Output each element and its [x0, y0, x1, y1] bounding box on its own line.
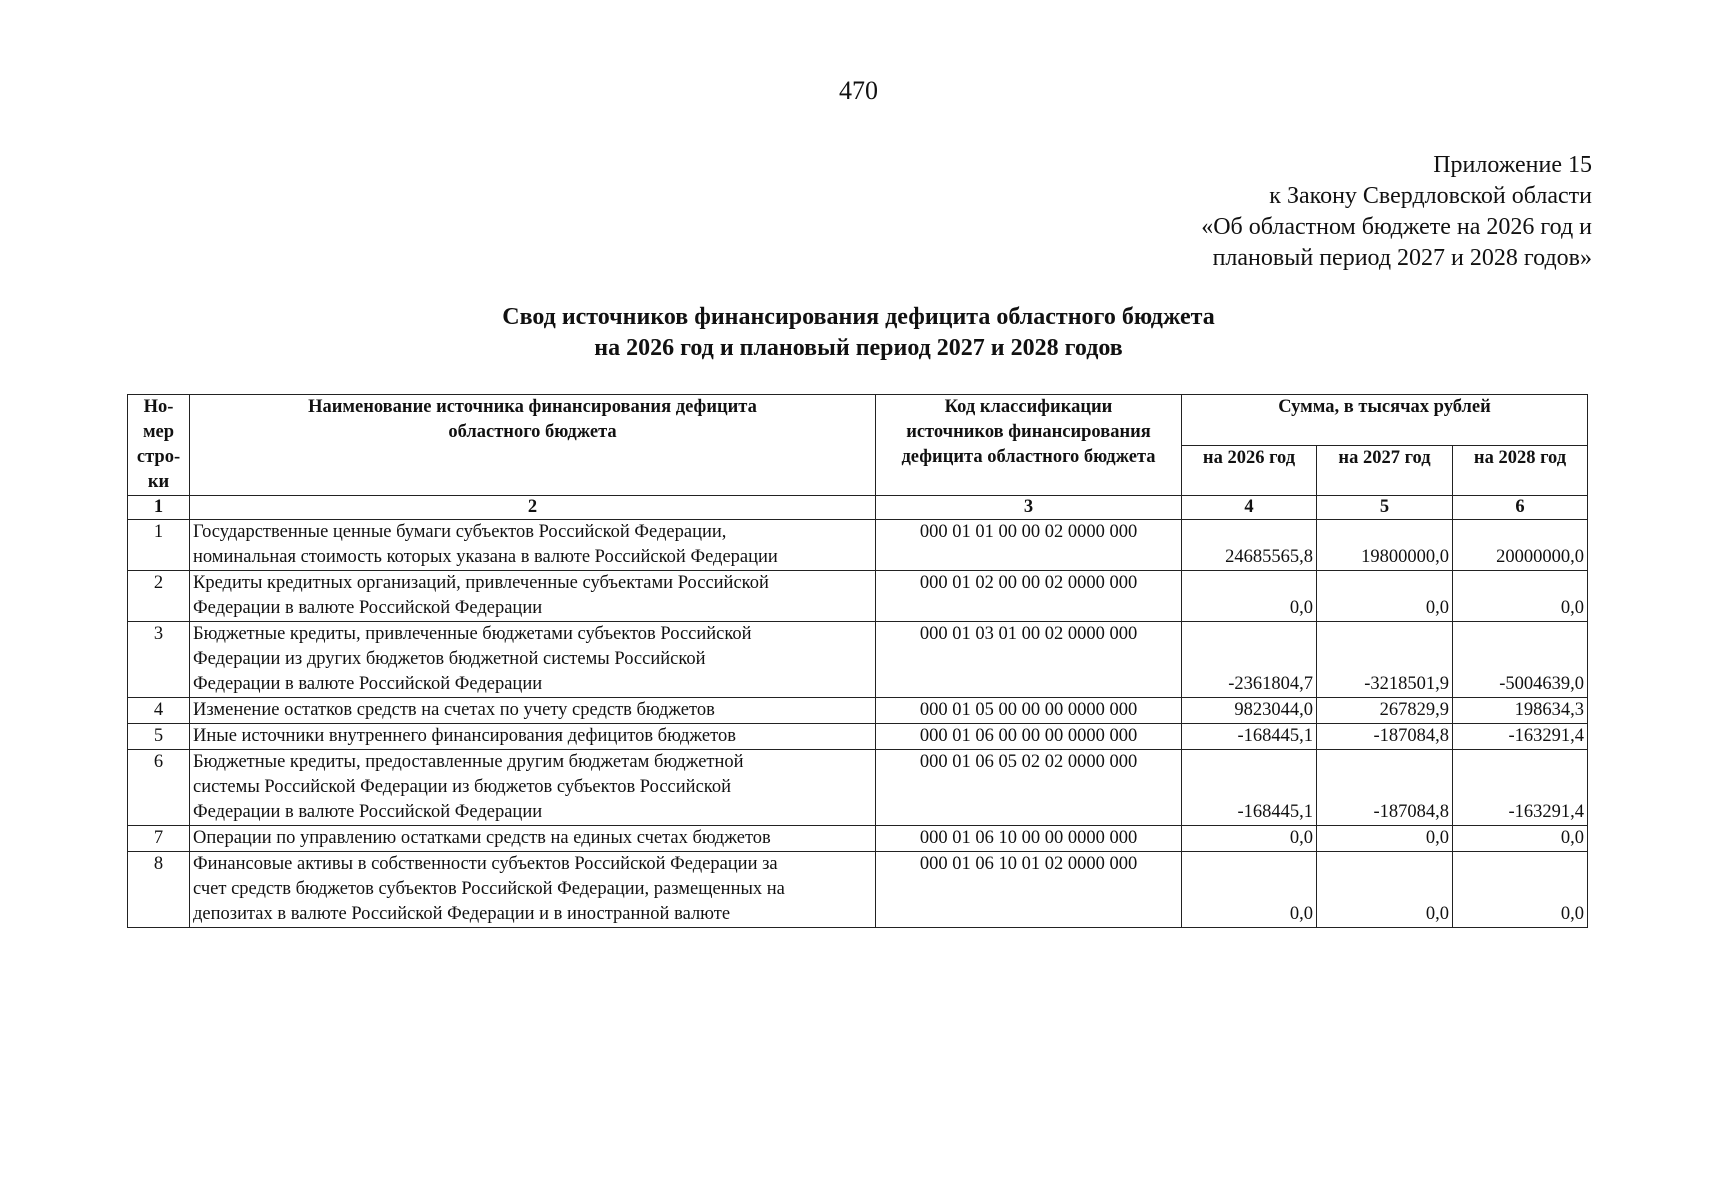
source-name: Кредиты кредитных организаций, привлеченные субъектами Российской Федерации в валюте Российской Федерации — [190, 571, 876, 622]
amount-2028: -163291,4 — [1453, 750, 1588, 826]
amount-2026: -168445,1 — [1182, 750, 1317, 826]
amount-2026: -2361804,7 — [1182, 622, 1317, 698]
header-year-2028: на 2028 год — [1453, 445, 1588, 496]
header-classification-code: Код классификации источников финансирования дефицита областного бюджета — [876, 395, 1182, 496]
row-number: 2 — [128, 571, 190, 622]
column-number: 3 — [876, 496, 1182, 520]
amount-2028: -5004639,0 — [1453, 622, 1588, 698]
source-name: Бюджетные кредиты, предоставленные другим бюджетам бюджетной системы Российской Федерации из бюджетов субъектов Российской Федерации в валюте Российской Федерации — [190, 750, 876, 826]
header-row-number: Но- мер стро- ки — [128, 395, 190, 496]
table-row — [128, 852, 1588, 928]
appendix-line: к Закону Свердловской области — [1269, 183, 1592, 209]
source-name: Бюджетные кредиты, привлеченные бюджетами субъектов Российской Федерации из других бюджетов бюджетной системы Российской Федерации в валюте Российской Федерации — [190, 622, 876, 698]
amount-2026: -168445,1 — [1182, 724, 1317, 750]
amount-2027: -3218501,9 — [1317, 622, 1453, 698]
document-title — [0, 302, 1717, 364]
row-number: 1 — [128, 520, 190, 571]
classification-code: 000 01 01 00 00 02 0000 000 — [876, 520, 1182, 571]
amount-2027: 0,0 — [1317, 852, 1453, 928]
table-row — [128, 698, 1588, 724]
page-number: 470 — [839, 76, 878, 105]
amount-2027: 267829,9 — [1317, 698, 1453, 724]
header-sum: Сумма, в тысячах рублей — [1182, 395, 1588, 446]
classification-code: 000 01 06 05 02 02 0000 000 — [876, 750, 1182, 826]
appendix-line: «Об областном бюджете на 2026 год и — [1201, 214, 1592, 240]
amount-2028: 0,0 — [1453, 826, 1588, 852]
table-row — [128, 571, 1588, 622]
column-number: 6 — [1453, 496, 1588, 520]
budget-sources-table — [127, 394, 1588, 928]
amount-2027: 0,0 — [1317, 826, 1453, 852]
table-row — [128, 622, 1588, 698]
table-row — [128, 520, 1588, 571]
row-number: 8 — [128, 852, 190, 928]
column-numbers-row — [128, 496, 1588, 520]
column-number: 4 — [1182, 496, 1317, 520]
classification-code: 000 01 06 10 00 00 0000 000 — [876, 826, 1182, 852]
column-number: 1 — [128, 496, 190, 520]
appendix-reference — [1201, 150, 1592, 274]
row-number: 3 — [128, 622, 190, 698]
amount-2028: 20000000,0 — [1453, 520, 1588, 571]
source-name: Иные источники внутреннего финансирования дефицитов бюджетов — [190, 724, 876, 750]
amount-2026: 0,0 — [1182, 826, 1317, 852]
classification-code: 000 01 06 00 00 00 0000 000 — [876, 724, 1182, 750]
row-number: 6 — [128, 750, 190, 826]
classification-code: 000 01 03 01 00 02 0000 000 — [876, 622, 1182, 698]
amount-2027: 19800000,0 — [1317, 520, 1453, 571]
amount-2027: -187084,8 — [1317, 750, 1453, 826]
table-row — [128, 750, 1588, 826]
source-name: Изменение остатков средств на счетах по учету средств бюджетов — [190, 698, 876, 724]
row-number: 7 — [128, 826, 190, 852]
source-name: Государственные ценные бумаги субъектов Российской Федерации, номинальная стоимость которых указана в валюте Российской Федерации — [190, 520, 876, 571]
header-year-2026: на 2026 год — [1182, 445, 1317, 496]
title-line: Свод источников финансирования дефицита областного бюджета — [502, 304, 1215, 330]
amount-2026: 9823044,0 — [1182, 698, 1317, 724]
source-name: Операции по управлению остатками средств на единых счетах бюджетов — [190, 826, 876, 852]
table-row — [128, 724, 1588, 750]
classification-code: 000 01 05 00 00 00 0000 000 — [876, 698, 1182, 724]
column-number: 2 — [190, 496, 876, 520]
header-source-name: Наименование источника финансирования дефицита областного бюджета — [190, 395, 876, 496]
row-number: 4 — [128, 698, 190, 724]
table-row — [128, 826, 1588, 852]
amount-2028: 0,0 — [1453, 852, 1588, 928]
amount-2027: -187084,8 — [1317, 724, 1453, 750]
appendix-line: плановый период 2027 и 2028 годов» — [1212, 245, 1592, 271]
amount-2027: 0,0 — [1317, 571, 1453, 622]
amount-2028: 0,0 — [1453, 571, 1588, 622]
row-number: 5 — [128, 724, 190, 750]
classification-code: 000 01 06 10 01 02 0000 000 — [876, 852, 1182, 928]
amount-2028: -163291,4 — [1453, 724, 1588, 750]
amount-2026: 0,0 — [1182, 852, 1317, 928]
source-name: Финансовые активы в собственности субъектов Российской Федерации за счет средств бюджетов субъектов Российской Федерации, размещенных на депозитах в валюте Российской Федерации и в иностранной валюте — [190, 852, 876, 928]
column-number: 5 — [1317, 496, 1453, 520]
amount-2026: 24685565,8 — [1182, 520, 1317, 571]
appendix-line: Приложение 15 — [1433, 152, 1592, 178]
header-year-2027: на 2027 год — [1317, 445, 1453, 496]
title-line: на 2026 год и плановый период 2027 и 2028 годов — [594, 335, 1123, 361]
classification-code: 000 01 02 00 00 02 0000 000 — [876, 571, 1182, 622]
amount-2028: 198634,3 — [1453, 698, 1588, 724]
amount-2026: 0,0 — [1182, 571, 1317, 622]
